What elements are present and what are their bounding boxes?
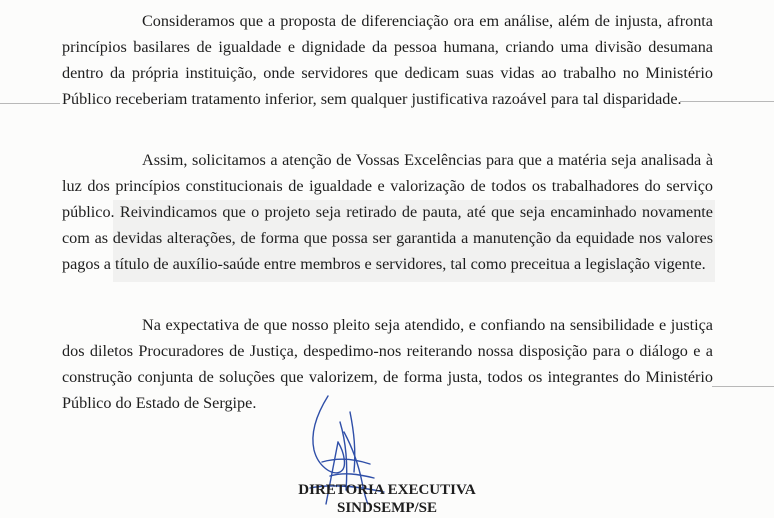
text-line: construção conjunta de soluções que valorizem, de forma justa, todos os integrantes do Ministério (62, 368, 713, 386)
signature-title: DIRETORIA EXECUTIVA (298, 482, 476, 498)
text-line: dos diletos Procuradores de Justiça, despedimo-nos reiterando nossa disposição para o diálogo e a (62, 342, 713, 360)
text-line: dentro da própria instituição, onde servidores que dedicam suas vidas ao trabalho no Ministério (62, 64, 713, 82)
text-line: público. Reivindicamos que o projeto seja retirado de pauta, até que seja encaminhado novamente (62, 203, 713, 221)
text-line: com as devidas alterações, de forma que possa ser garantida a manutenção da equidade nos valores (62, 229, 713, 247)
text-line: Na expectativa de que nosso pleito seja atendido, e confiando na sensibilidade e justiça (142, 316, 713, 334)
signature-organization: SINDSEMP/SE (336, 500, 438, 516)
scan-line (712, 386, 774, 387)
text-line: pagos a título de auxílio-saúde entre membros e servidores, tal como preceitua a legislação vigente. (62, 255, 706, 273)
text-line: Assim, solicitamos a atenção de Vossas Excelências para que a matéria seja analisada à (142, 151, 713, 169)
text-line: Consideramos que a proposta de diferenciação ora em análise, além de injusta, afronta (142, 12, 713, 30)
text-line: Público receberiam tratamento inferior, sem qualquer justificativa razoável para tal disparidade. (62, 90, 682, 108)
text-line: Público do Estado de Sergipe. (62, 394, 257, 412)
text-line: luz dos princípios constitucionais de igualdade e valorização de todos os trabalhadores do serviço (62, 177, 713, 195)
scan-line (680, 101, 774, 102)
text-line: princípios basilares de igualdade e dignidade da pessoa humana, criando uma divisão desumana (62, 38, 713, 56)
scan-line (0, 103, 60, 104)
